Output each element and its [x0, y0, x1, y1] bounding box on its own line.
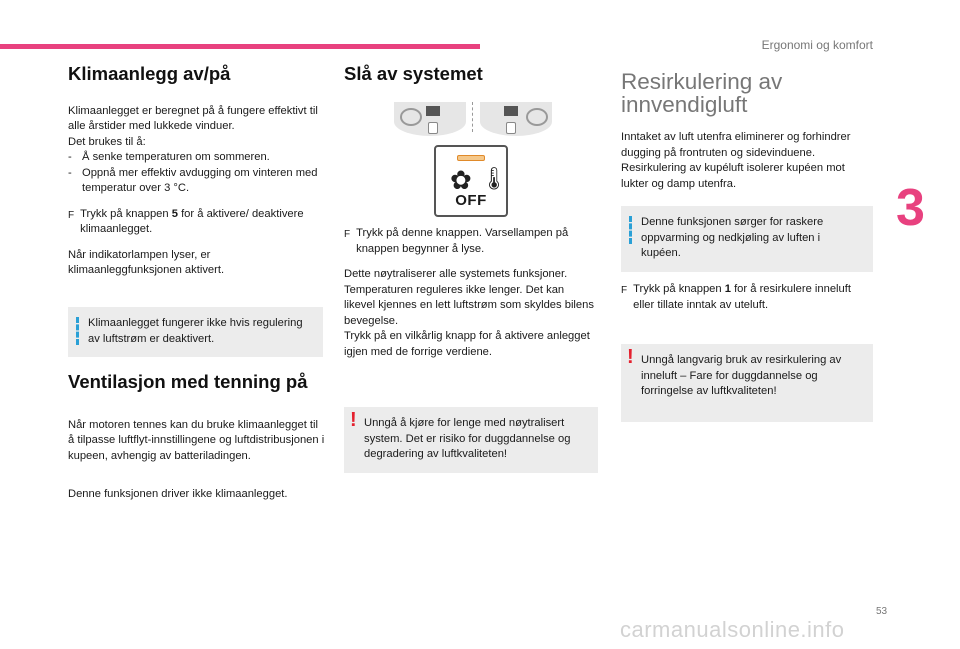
chapter-number: 3 [896, 179, 925, 237]
ac-used-for: Det brukes til å: [68, 135, 146, 148]
column-ac-on-off [68, 63, 326, 279]
section-title: Ergonomi og komfort [761, 38, 873, 52]
fan-icon: ✿ [450, 165, 472, 195]
off-label: OFF [455, 192, 487, 209]
info-icon [629, 216, 635, 244]
divider [472, 102, 473, 132]
ac-off-button [434, 145, 508, 217]
heading-recirculation: Resirkulering av innvendigluft [621, 69, 783, 117]
watermark: carmanualsonline.info [620, 617, 845, 642]
header-accent-bar [0, 44, 480, 49]
info-icon [76, 317, 82, 345]
list-item: - Å senke temperaturen om sommeren. [68, 150, 326, 166]
steering-wheel-icon [400, 108, 422, 126]
indicator-led-icon [457, 155, 485, 161]
page-number: 53 [876, 606, 888, 617]
off-press-instruction: F Trykk på denne knappen. Varsellampen på knappen begynner å lyse. [344, 226, 596, 257]
info-note-recirculation: Denne funksjonen sørger for raskere oppvarming og nedkjøling av luften i kupéen. [621, 206, 873, 272]
knob-icon [506, 122, 516, 134]
off-body: Dette nøytraliserer alle systemets funksjoner. Temperaturen reguleres ikke lenger. Det kan likevel kjennes en lett luftstrøm som skyldes bilens bevegelse. [344, 268, 594, 327]
bullet-marker: F [621, 285, 628, 296]
warning-icon: ! [350, 409, 357, 431]
ventilation-text: Når motoren tennes kan du bruke klimaanlegget til å tilpasse luftflyt-innstillingene og luftdistribusjonen i kupeen, avhengig av batteriladingen. [68, 418, 325, 462]
recirculation-press-block [621, 282, 875, 313]
warning-note-neutralised: ! Unngå å kjøre for lenge med nøytralisert system. Det er risiko for duggdannelse og degradering av luftkvaliteten! [344, 407, 598, 473]
column-ventilation [68, 371, 326, 503]
control-panel-icon [504, 106, 518, 116]
info-note-airflow: Klimaanlegget fungerer ikke hvis regulering av luftstrøm er deaktivert. [68, 307, 323, 357]
dashboard-diagram [394, 102, 552, 136]
column-recirculation [621, 70, 875, 192]
dashboard-left-illustration [394, 102, 466, 136]
recirculation-press-instruction: F Trykk på knappen 1 for å resirkulere inneluft eller tillate inntak av uteluft. [621, 282, 875, 313]
off-body-2: Trykk på en vilkårlig knapp for å aktivere anlegget igjen med de forrige verdiene. [344, 330, 590, 358]
ac-intro: Klimaanlegget er beregnet på å fungere effektivt til alle årstider med lukkede vinduer. [68, 104, 318, 132]
ac-indicator-text: Når indikatorlampen lyser, er klimaanleggfunksjonen aktivert. [68, 248, 225, 276]
steering-wheel-icon [526, 108, 548, 126]
column-turn-off [344, 63, 596, 84]
heading-turn-off: Slå av systemet [344, 63, 483, 84]
heading-ac-on-off: Klimaanlegg av/på [68, 63, 231, 84]
warning-icon: ! [627, 346, 634, 368]
column-turn-off-text [344, 226, 596, 360]
heading-ventilation: Ventilasjon med tenning på [68, 371, 308, 392]
ac-press-instruction: F Trykk på knappen 5 for å aktivere/ deaktivere klimaanlegget. [68, 207, 326, 238]
knob-icon [428, 122, 438, 134]
thermometer-icon: 🌡 [480, 166, 508, 191]
bullet-marker: F [68, 209, 75, 221]
list-item: - Oppnå mer effektiv avdugging om vinteren med temperatur over 3 °C. [68, 166, 326, 197]
dashboard-right-illustration [480, 102, 552, 136]
dash-marker: - [68, 166, 72, 179]
warning-note-recirculation: ! Unngå langvarig bruk av resirkulering av inneluft – Fare for duggdannelse og forringelse av luftkvaliteten! [621, 344, 873, 422]
bullet-marker: F [344, 229, 351, 240]
recirculation-intro: Inntaket av luft utenfra eliminerer og forhindrer dugging på frontruten og sidevinduene. Resirkulering av kupéluft isolerer kupéen mot lukter og damp utenfra. [621, 131, 851, 190]
dash-marker: - [68, 151, 72, 163]
no-ac-text: Denne funksjonen driver ikke klimaanlegget. [68, 488, 288, 500]
control-panel-icon [426, 106, 440, 116]
